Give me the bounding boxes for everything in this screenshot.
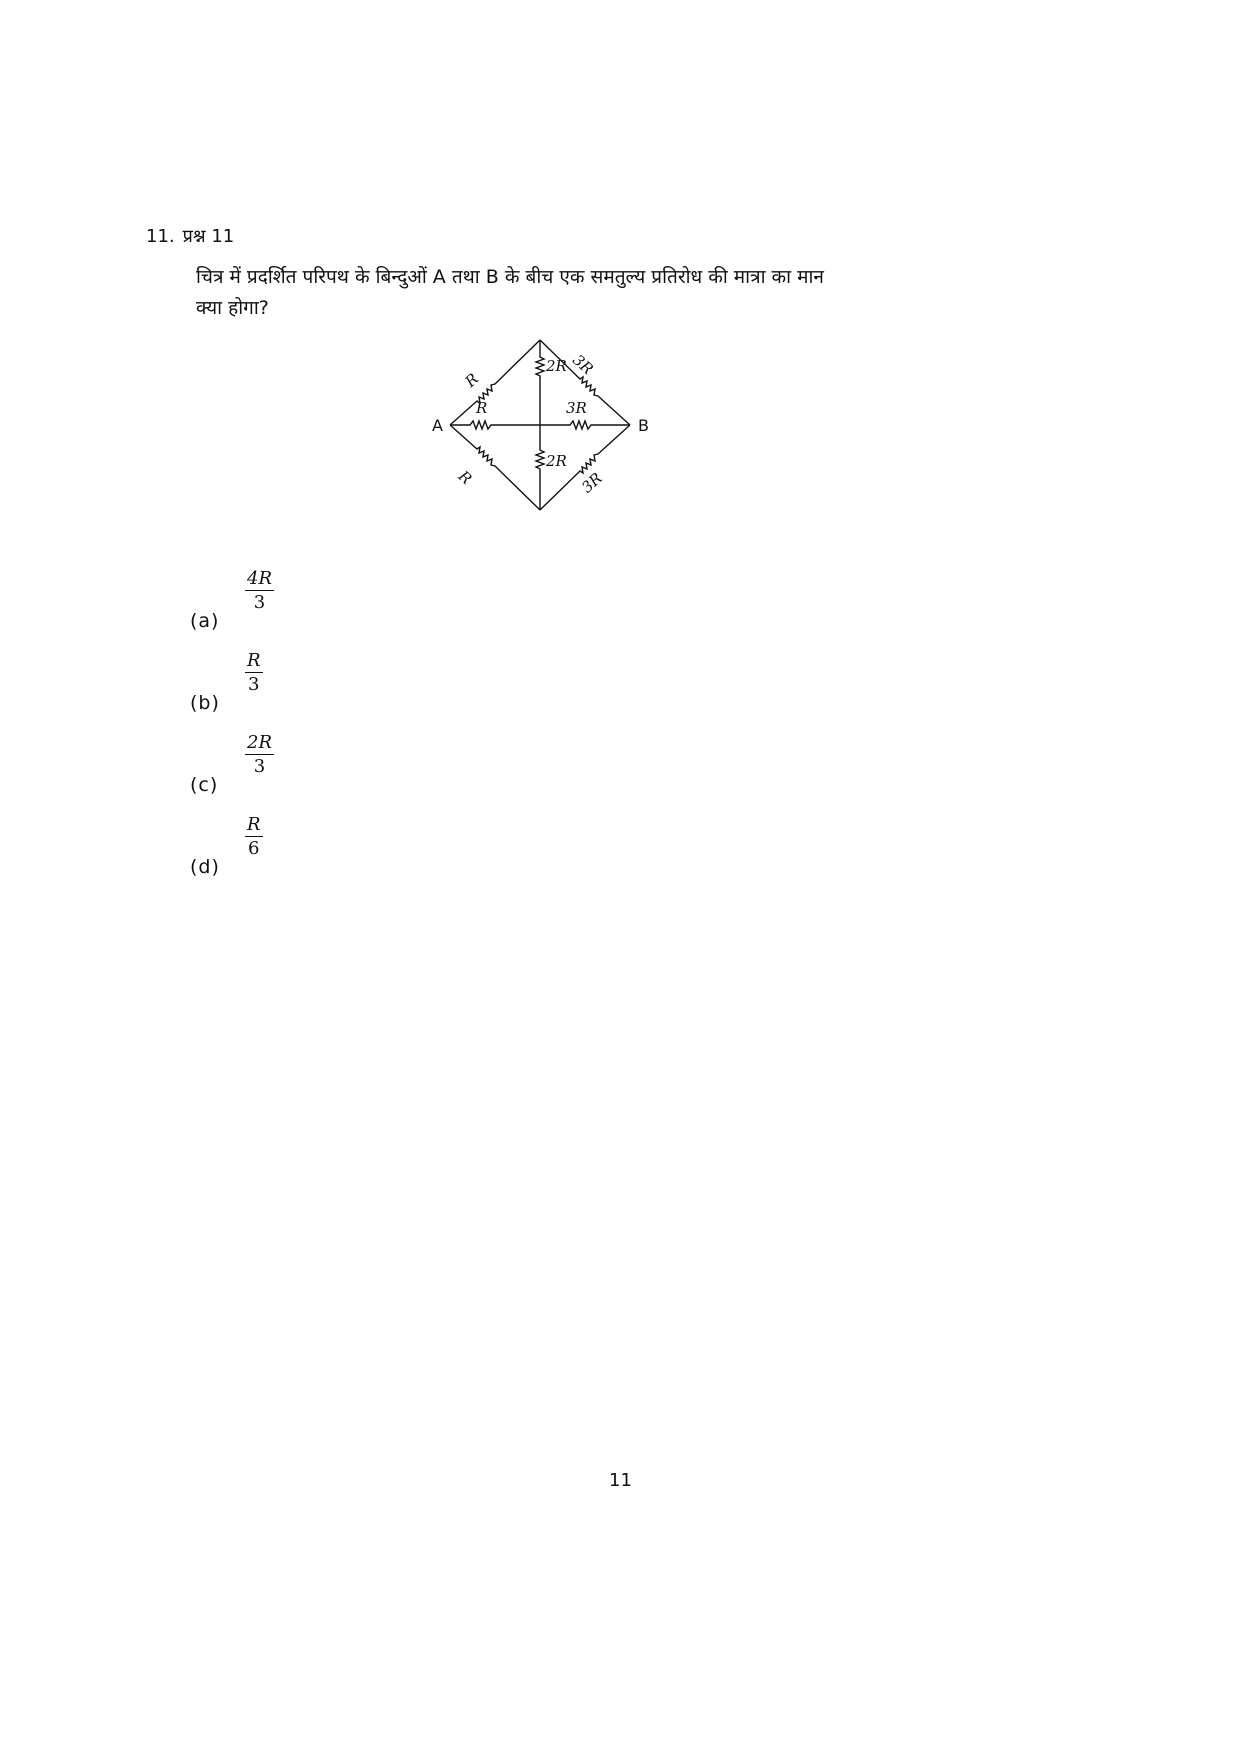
option-b-denominator: 3	[248, 674, 260, 695]
option-b-label: (b)	[190, 692, 220, 714]
option-d-label: (d)	[190, 856, 220, 878]
option-d[interactable]	[190, 814, 490, 884]
circuit-svg	[420, 325, 660, 525]
label-upper-left: R	[461, 369, 482, 391]
question-header	[146, 224, 242, 248]
resistor-upper-left	[450, 340, 540, 425]
resistor-mid-right	[540, 421, 630, 429]
node-a-label: A	[432, 416, 443, 435]
label-mid-left: R	[476, 399, 488, 417]
option-c-fraction	[245, 732, 274, 778]
label-lower-left: R	[454, 467, 476, 488]
option-d-numerator: R	[247, 814, 261, 835]
option-a-numerator: 4R	[247, 568, 273, 589]
resistor-lower-vertical	[536, 425, 544, 510]
option-b-numerator: R	[247, 650, 261, 671]
label-lower-vertical: 2R	[546, 452, 567, 470]
label-lower-right: 3R	[578, 469, 606, 497]
question-title: प्रश्न 11	[182, 226, 235, 247]
option-a-denominator: 3	[253, 592, 266, 613]
option-c-numerator: 2R	[247, 732, 273, 753]
resistor-lower-left	[450, 425, 540, 510]
option-a-fraction	[245, 568, 274, 614]
question-text-line-1: चित्र में प्रदर्शित परिपथ के बिन्दुओं A तथा B के बीच एक समतुल्य प्रतिरोध की मात्रा का मान	[196, 266, 824, 288]
option-a[interactable]	[190, 568, 490, 638]
page-number: 11	[609, 1470, 632, 1491]
node-b-label: B	[638, 416, 649, 435]
option-a-label: (a)	[190, 610, 220, 632]
resistor-mid-left	[450, 421, 540, 429]
option-b[interactable]	[190, 650, 490, 720]
option-c[interactable]	[190, 732, 490, 802]
circuit-diagram	[420, 325, 660, 525]
option-b-fraction	[245, 650, 263, 696]
option-d-fraction	[245, 814, 263, 860]
question-text	[196, 262, 916, 324]
label-mid-right: 3R	[566, 399, 587, 417]
label-upper-right: 3R	[569, 350, 597, 379]
option-c-denominator: 3	[253, 756, 266, 777]
question-text-line-2: क्या होगा?	[196, 297, 269, 319]
option-d-denominator: 6	[248, 838, 260, 859]
label-upper-vertical: 2R	[546, 357, 567, 375]
question-number: 11.	[146, 226, 175, 247]
resistor-upper-vertical	[536, 340, 544, 425]
option-c-label: (c)	[190, 774, 219, 796]
